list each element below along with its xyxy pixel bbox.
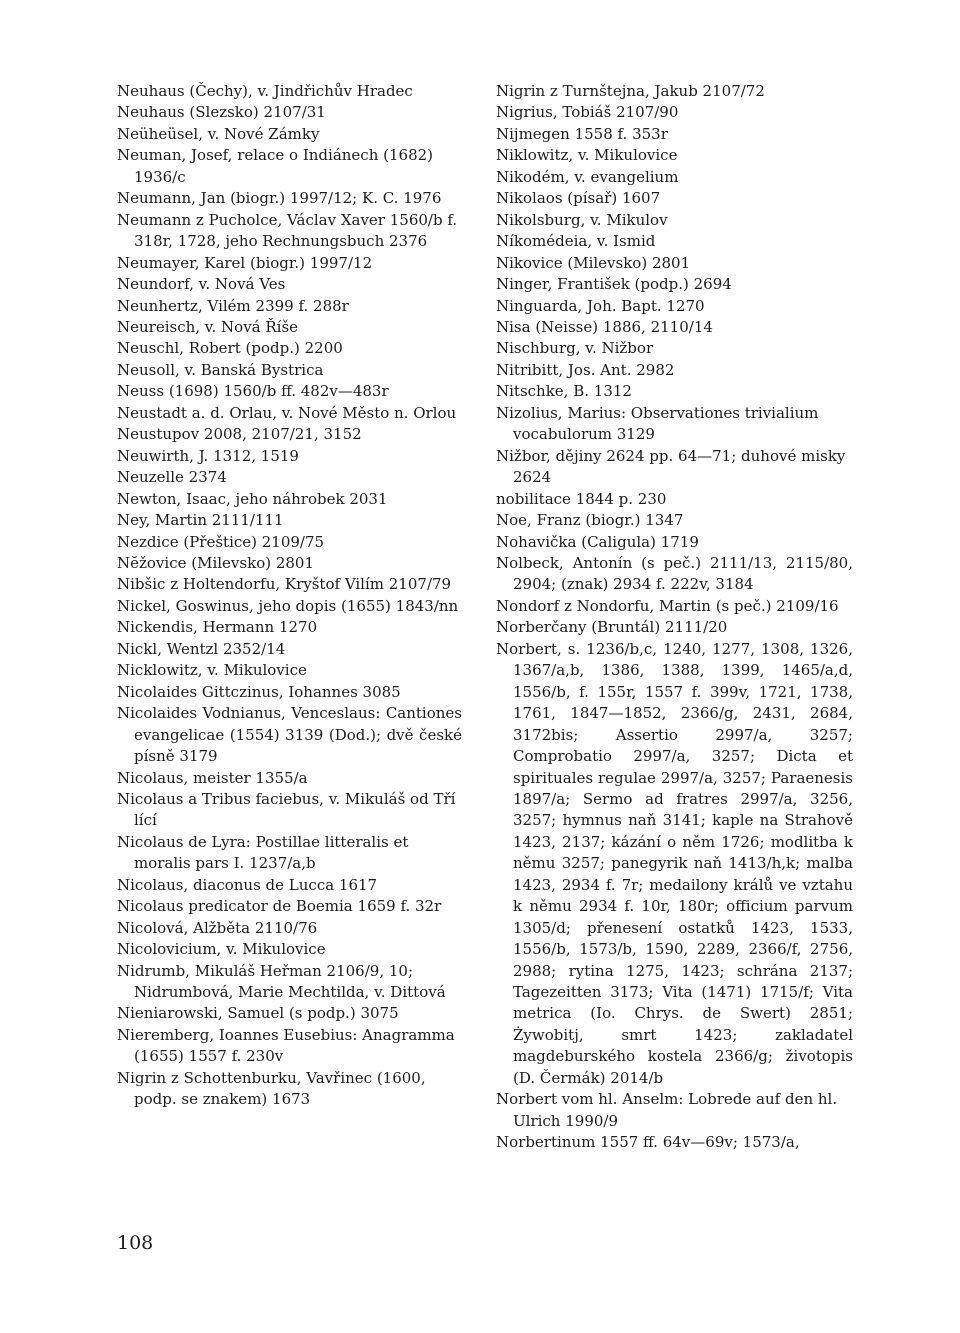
index-entry: Nicolaus, diaconus de Lucca 1617 [117,875,378,894]
index-entry: Nickl, Wentzl 2352/14 [117,639,286,658]
index-entry: Nolbeck, Antonín (s peč.) 2111/13, 2115/80, 2904; (znak) 2934 f. 222v, 3184 [496,553,853,594]
index-entry: Nizolius, Marius: Observationes trivialium vocabulorum 3129 [496,403,819,444]
index-entry: Nigrin z Turnštejna, Jakub 2107/72 [496,82,765,100]
index-entry: Neuman, Josef, relace o Indiánech (1682) 1936/c [117,146,434,186]
index-entry: Neuzelle 2374 [117,468,227,487]
index-entry: Nikolaos (písař) 1607 [496,189,661,208]
index-entry: Norberčany (Bruntál) 2111/20 [496,618,728,637]
index-entry: Neundorf, v. Nová Ves [117,275,286,294]
index-entry: Nĕžovice (Milevsko) 2801 [117,553,315,572]
index-entry: Nischburg, v. Nižbor [496,339,654,358]
index-entry: Nikolsburg, v. Mikulov [496,210,668,229]
index-entry: Norbert, s. 1236/b,c, 1240, 1277, 1308, 1326, 1367/a,b, 1386, 1388, 1399, 1465/a,d, 1556/b, f. 155r, 1557 f. 399v, 1721, 1738, 1761, 1847—1852, 2366/g, 2431, 2684, 3172bis; Assertio 2997/a, 3257; Comprobatio 2997/a, 3257; Dicta et spirituales regulae 2997/a, 3257; Paraenesis 1897/a; Sermo ad fratres 2997/a, 3256, 3257; hymnus naň 3141; kaple na Strahově 1423, 2137; kázání o něm 1726; modlitba k němu 3257; panegyrik naň 1413/h,k; malba 1423, 2934 f. 7r; medailony králů ve vztahu k němu 2934 f. 10r, 180r; officium parvum 1305/d; přenesení ostatků 1423, 1533, 1556/b, 1573/b, 1590, 2289, 2366/f, 2756, 2988; rytina 1275, 1423; schrána 2137; Tagezeitten 3173; Vita (1471) 1715/f; Vita metrica (Io. Chrys. de Swert) 2851; Żywobitj, smrt 1423; zakladatel magdeburského kostela 2366/g; životopis (D. Čermák) 2014/b [496,639,853,1087]
index-entry: Nicolaus predicator de Boemia 1659 f. 32r [117,897,442,916]
index-entry: Neunhertz, Vilém 2399 f. 288r [117,296,349,315]
index-entry: Norbert vom hl. Anselm: Lobrede auf den hl. Ulrich 1990/9 [496,1090,838,1130]
index-entry: Neuhaus (Čechy), v. Jindřichův Hradec [117,82,413,100]
index-entry: Nijmegen 1558 f. 353r [496,124,668,143]
index-entry: Nisa (Neisse) 1886, 2110/14 [496,317,713,336]
index-entry: Nondorf z Nondorfu, Martin (s peč.) 2109/16 [496,596,839,615]
index-entry: Nicolaides Gittczinus, Iohannes 3085 [117,682,401,701]
index-entry: Neuss (1698) 1560/b ff. 482v—483r [117,382,389,401]
index-entry: Nezdice (Přeštice) 2109/75 [117,532,325,551]
index-entry: Niklowitz, v. Mikulovice [496,146,678,165]
index-entry: Nibšic z Holtendorfu, Kryštof Vilím 2107/79 [117,575,452,594]
index-entry: Noe, Franz (biogr.) 1347 [496,511,684,530]
page-number: 108 [117,1232,154,1254]
index-entry: Neuwirth, J. 1312, 1519 [117,446,299,465]
index-entry: Nicolová, Alžběta 2110/76 [117,918,318,937]
index-entry: Nigrin z Schottenburku, Vavřinec (1600, podp. se znakem) 1673 [117,1068,426,1109]
index-entry: Nikodém, v. evangelium [496,167,679,186]
index-entry: Nieniarowski, Samuel (s podp.) 3075 [117,1004,399,1023]
index-entry: Nigrius, Tobiáš 2107/90 [496,103,679,122]
index-entry: Neüheüsel, v. Nové Zámky [117,124,320,143]
index-entry: Neuhaus (Slezsko) 2107/31 [117,103,326,122]
index-entry: Nitschke, B. 1312 [496,382,632,401]
index-entry: Neumann, Jan (biogr.) 1997/12; K. C. 1976 [117,189,442,208]
index-entry: Norbertinum 1557 ff. 64v—69v; 1573/a, [496,1133,800,1152]
index-entry: Níkomédeia, v. Ismid [496,232,656,251]
index-entry: Neureisch, v. Nová Říše [117,317,299,336]
index-entry: Neustupov 2008, 2107/21, 3152 [117,425,362,444]
index-entry: Nickendis, Hermann 1270 [117,618,318,637]
index-entry: Nicolovicium, v. Mikulovice [117,940,326,959]
index-entry: Neuschl, Robert (podp.) 2200 [117,339,343,358]
index-entry: Neumann z Pucholce, Václav Xaver 1560/b f. 318r, 1728, jeho Rechnungsbuch 2376 [117,210,458,251]
index-entry: Nidrumb, Mikuláš Heřman 2106/9, 10; Nidrumbová, Marie Mechtilda, v. Dittová [117,961,446,1002]
left-column [117,81,462,1111]
index-entry: Newton, Isaac, jeho náhrobek 2031 [117,489,388,508]
index-entry: Neustadt a. d. Orlau, v. Nové Město n. Orlou [117,403,457,422]
index-entry: Nicolaides Vodnianus, Venceslaus: Cantiones evangelicae (1554) 3139 (Dod.); dvě české písně 3179 [117,704,462,766]
index-entry: Nicolaus de Lyra: Postillae litteralis et moralis pars I. 1237/a,b [117,832,409,873]
index-entry: Ney, Martin 2111/111 [117,511,284,530]
index-entry: Nicolaus, meister 1355/a [117,768,308,787]
index-entry: Nitribitt, Jos. Ant. 2982 [496,360,675,379]
index-entry: Ninger, František (podp.) 2694 [496,275,732,294]
index-entry: Neumayer, Karel (biogr.) 1997/12 [117,253,373,272]
index-entry: Nickel, Goswinus, jeho dopis (1655) 1843/nn [117,596,459,615]
index-entry: Nicolaus a Tribus faciebus, v. Mikuláš od Tří lící [117,789,456,830]
index-entry: Nohavička (Caligula) 1719 [496,532,699,551]
index-entry: nobilitace 1844 p. 230 [496,489,667,508]
index-entry: Nieremberg, Ioannes Eusebius: Anagramma (1655) 1557 f. 230v [117,1025,455,1066]
index-entry: Ninguarda, Joh. Bapt. 1270 [496,296,705,315]
right-column [496,81,853,1154]
index-entry: Nižbor, dějiny 2624 pp. 64—71; duhové misky 2624 [496,446,846,487]
index-entry: Neusoll, v. Banská Bystrica [117,360,324,379]
index-entry: Nikovice (Milevsko) 2801 [496,253,691,272]
index-entry: Nicklowitz, v. Mikulovice [117,661,307,680]
